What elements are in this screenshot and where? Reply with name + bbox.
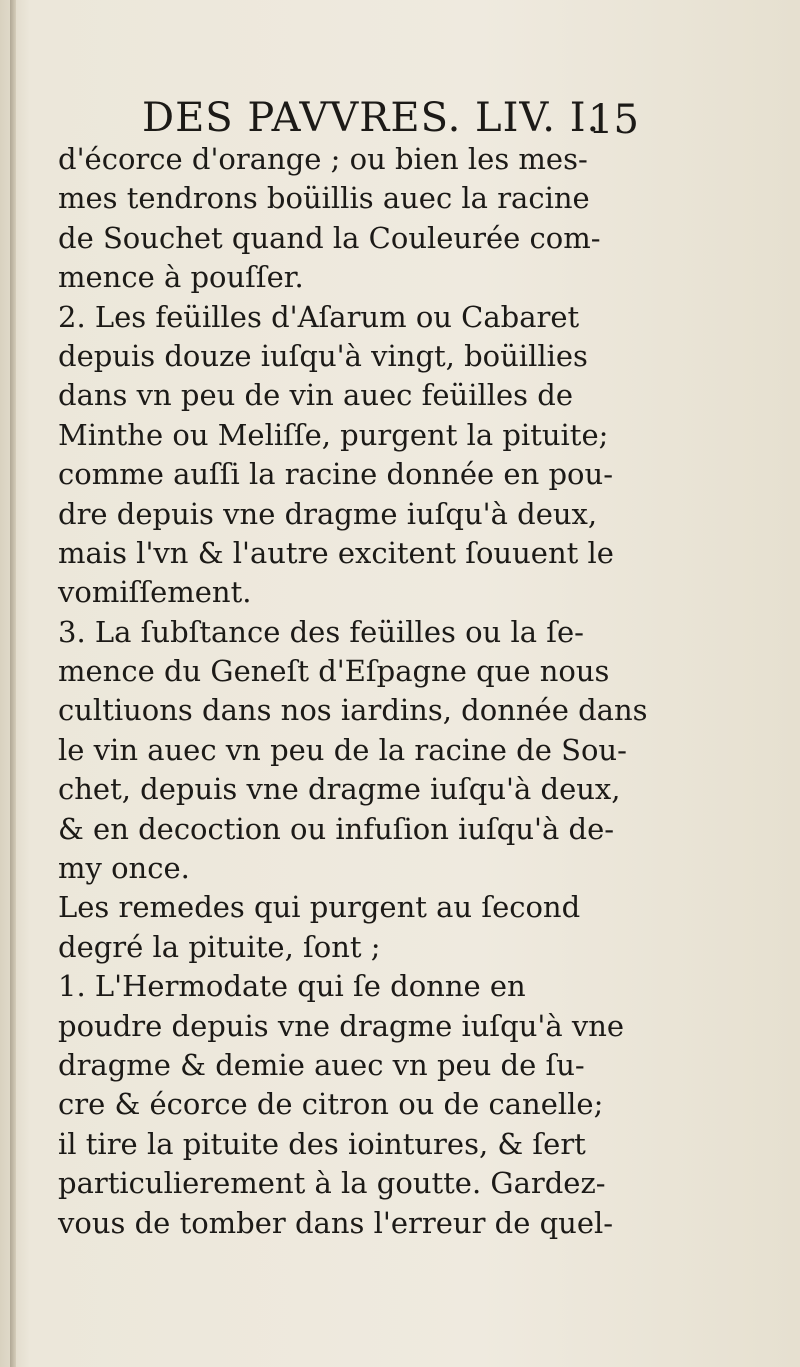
- text-line: chet, depuis vne dragme iuſqu'à deux,: [58, 772, 621, 807]
- text-line: d'écorce d'orange ; ou bien les mes-: [58, 142, 588, 176]
- text-line: vous de tomber dans l'erreur de quel-: [58, 1205, 614, 1240]
- text-line: de Souchet quand la Couleurée com-: [58, 220, 601, 255]
- text-line: mes tendrons boüillis auec la racine: [58, 181, 590, 216]
- text-line: 2. Les feüilles d'Aſarum ou Cabaret: [58, 299, 580, 334]
- text-line: mais l'vn & l'autre excitent ſouuent le: [58, 535, 614, 570]
- text-line: cre & écorce de citron ou de canelle;: [58, 1087, 604, 1122]
- page-number: 15: [588, 97, 639, 143]
- text-line: Les remedes qui purgent au ſecond: [58, 890, 581, 925]
- text-line: degré la pituite, ſont ;: [58, 929, 381, 964]
- text-line: dre depuis vne dragme iuſqu'à deux,: [58, 496, 598, 531]
- text-line: il tire la pituite des iointures, & ſert: [58, 1126, 586, 1161]
- text-line: Minthe ou Meliſſe, purgent la pituite;: [58, 417, 609, 452]
- text-line: particulierement à la goutte. Gardez-: [58, 1166, 606, 1201]
- text-line: mence à pouſſer.: [58, 260, 304, 295]
- text-line: poudre depuis vne dragme iuſqu'à vne: [58, 1008, 625, 1043]
- text-line: le vin auec vn peu de la racine de Sou-: [58, 732, 627, 767]
- text-line: comme auſſi la racine donnée en pou-: [58, 457, 613, 492]
- text-line: & en decoction ou infuſion iuſqu'à de-: [58, 811, 615, 846]
- body-text: [58, 140, 658, 1243]
- text-line: my once.: [58, 851, 190, 886]
- running-title: DES PAVVRES. LIV. I.: [142, 95, 601, 141]
- page-gutter: [10, 0, 16, 1367]
- text-line: 1. L'Hermodate qui ſe donne en: [58, 969, 526, 1004]
- text-line: mence du Geneſt d'Eſpagne que nous: [58, 654, 610, 689]
- text-line: dans vn peu de vin auec feüilles de: [58, 378, 574, 413]
- page-header: [60, 95, 660, 145]
- text-line: depuis douze iuſqu'à vingt, boüillies: [58, 338, 588, 373]
- text-line: vomiſſement.: [58, 575, 252, 610]
- text-line: dragme & demie auec vn peu de ſu-: [58, 1047, 585, 1082]
- text-line: 3. La ſubſtance des feüilles ou la ſe-: [58, 614, 584, 649]
- text-line: cultiuons dans nos iardins, donnée dans: [58, 693, 648, 728]
